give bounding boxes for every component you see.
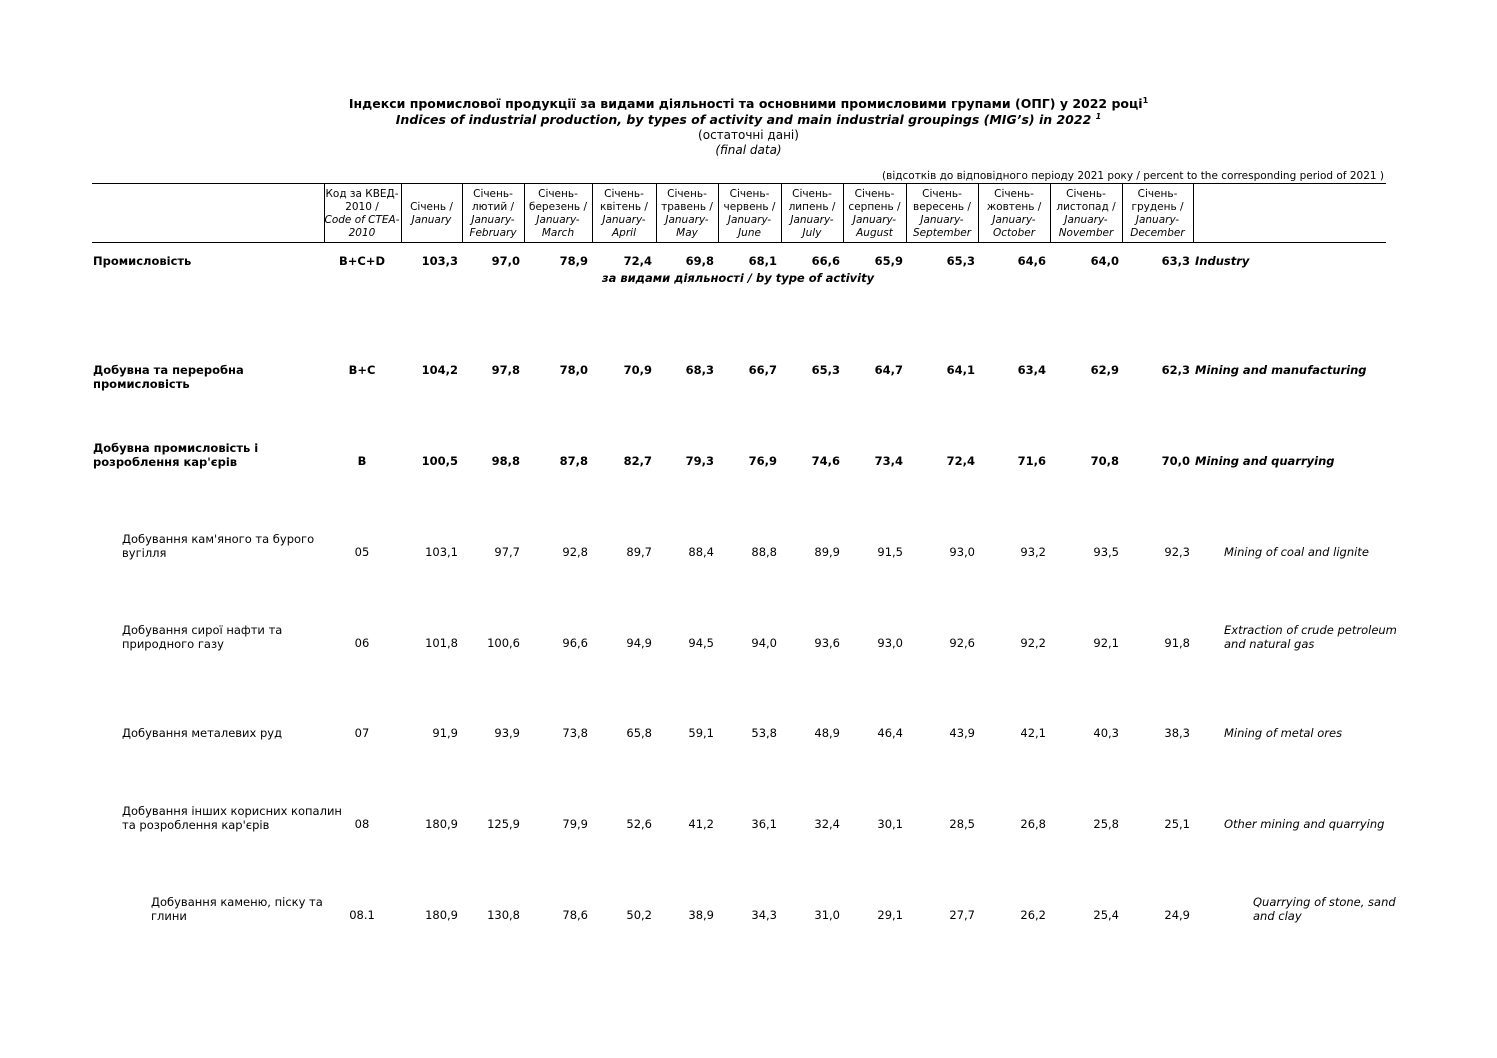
- row-value: 94,0: [751, 636, 777, 650]
- row-value: 36,1: [751, 817, 777, 831]
- header-period-en: January- July: [790, 214, 834, 239]
- row-label-en: Quarrying of stone, sand and clay: [1253, 895, 1396, 923]
- row-value: 26,2: [1020, 908, 1046, 922]
- row-value: 98,8: [491, 454, 520, 468]
- row-value: 89,9: [814, 545, 840, 559]
- row-label-en: Mining and manufacturing: [1195, 363, 1367, 377]
- header-code: [324, 186, 400, 242]
- row-value: 100,6: [487, 636, 520, 650]
- title-ua: Індекси промислової продукції за видами діяльності та основними промисловими групами (ОПГ) у 2022 році$^1$: [348, 96, 1149, 112]
- row-value: 41,2: [688, 817, 714, 831]
- row-value: 62,9: [1090, 363, 1119, 377]
- header-period: [906, 186, 978, 242]
- row-value: 78,6: [562, 908, 588, 922]
- row-label-en: Mining of metal ores: [1224, 726, 1343, 740]
- header-period: [592, 186, 656, 242]
- row-code: 05: [354, 545, 370, 559]
- row-value: 130,8: [487, 908, 520, 922]
- row-label-ua: Добувна промисловість і розроблення кар'єрів: [93, 441, 259, 469]
- row-value: 65,8: [626, 726, 652, 740]
- row-value: 27,7: [949, 908, 975, 922]
- row-code: 08: [354, 817, 370, 831]
- row-value: 48,9: [814, 726, 840, 740]
- row-value: 93,5: [1093, 545, 1119, 559]
- row-value: 97,0: [491, 254, 520, 268]
- row-label-ua: Добування сирої нафти та природного газу: [122, 623, 283, 651]
- header-period-en: January- March: [536, 214, 580, 239]
- row-value: 76,9: [748, 454, 777, 468]
- row-value: 94,5: [688, 636, 714, 650]
- row-label-ua: Промисловість: [93, 254, 192, 268]
- row-value: 64,6: [1017, 254, 1046, 268]
- row-value: 25,1: [1164, 817, 1190, 831]
- row-value: 65,3: [946, 254, 975, 268]
- header-period-ua: Січень- листопад /: [1056, 188, 1116, 213]
- row-value: 94,9: [626, 636, 652, 650]
- row-value: 38,9: [688, 908, 714, 922]
- row-value: 43,9: [949, 726, 975, 740]
- status-ua: (остаточні дані): [698, 128, 799, 142]
- row-value: 70,8: [1090, 454, 1119, 468]
- activity-subheading: за видами діяльності / by type of activity: [601, 271, 875, 285]
- header-period-en: January- December: [1130, 214, 1185, 239]
- row-value: 69,8: [685, 254, 714, 268]
- row-value: 89,7: [626, 545, 652, 559]
- row-value: 91,8: [1164, 636, 1190, 650]
- row-value: 24,9: [1164, 908, 1190, 922]
- row-value: 78,9: [559, 254, 588, 268]
- row-value: 73,4: [874, 454, 903, 468]
- row-value: 87,8: [559, 454, 588, 468]
- row-code: 07: [354, 726, 370, 740]
- header-period: [401, 186, 462, 242]
- header-period: [1122, 186, 1193, 242]
- header-code-en: Code of CTEA- 2010: [324, 214, 400, 239]
- row-value: 91,5: [877, 545, 903, 559]
- row-value: 65,9: [874, 254, 903, 268]
- row-value: 30,1: [877, 817, 903, 831]
- row-code: B: [357, 454, 367, 468]
- row-value: 93,6: [814, 636, 840, 650]
- row-label-en: Extraction of crude petroleum and natural gas: [1224, 623, 1397, 651]
- header-top-rule: [92, 183, 1386, 184]
- header-period-en: January- April: [602, 214, 646, 239]
- row-value: 70,0: [1161, 454, 1190, 468]
- header-column-rule: [1193, 184, 1194, 242]
- row-value: 64,1: [946, 363, 975, 377]
- row-value: 50,2: [626, 908, 652, 922]
- header-period-en: January- September: [912, 214, 972, 239]
- header-code-ua: Код за КВЕД- 2010 /: [325, 188, 399, 213]
- row-value: 79,9: [562, 817, 588, 831]
- row-value: 34,3: [751, 908, 777, 922]
- row-value: 70,9: [623, 363, 652, 377]
- row-value: 25,4: [1093, 908, 1119, 922]
- row-value: 66,7: [748, 363, 777, 377]
- row-value: 92,1: [1093, 636, 1119, 650]
- header-bottom-rule: [92, 242, 1386, 243]
- header-period-ua: Січень- березень /: [528, 188, 588, 213]
- row-value: 92,6: [949, 636, 975, 650]
- row-value: 59,1: [688, 726, 714, 740]
- header-period-en: January- May: [665, 214, 709, 239]
- row-label-en: Other mining and quarrying: [1224, 817, 1385, 831]
- row-value: 101,8: [425, 636, 458, 650]
- row-label-en: Mining of coal and lignite: [1224, 545, 1369, 559]
- header-period-ua: Січень- жовтень /: [986, 188, 1042, 213]
- header-period-ua: Січень- липень /: [788, 188, 836, 213]
- row-value: 72,4: [946, 454, 975, 468]
- header-period-ua: Січень- серпень /: [848, 188, 901, 213]
- row-value: 73,8: [562, 726, 588, 740]
- header-period-en: January: [411, 214, 452, 226]
- row-value: 82,7: [623, 454, 652, 468]
- row-label-ua: Добування металевих руд: [122, 726, 283, 740]
- row-value: 32,4: [814, 817, 840, 831]
- header-period-ua: Січень- квітень /: [600, 188, 648, 213]
- row-value: 68,1: [748, 254, 777, 268]
- row-value: 38,3: [1164, 726, 1190, 740]
- row-value: 62,3: [1161, 363, 1190, 377]
- row-value: 93,2: [1020, 545, 1046, 559]
- row-value: 65,3: [811, 363, 840, 377]
- header-period-ua: Січень- грудень /: [1131, 188, 1184, 213]
- row-value: 93,0: [949, 545, 975, 559]
- header-period: [462, 186, 524, 242]
- row-value: 64,0: [1090, 254, 1119, 268]
- row-value: 125,9: [487, 817, 520, 831]
- row-value: 88,8: [751, 545, 777, 559]
- header-period-en: January- November: [1058, 214, 1114, 239]
- row-value: 180,9: [425, 817, 458, 831]
- row-value: 91,9: [432, 726, 458, 740]
- row-value: 79,3: [685, 454, 714, 468]
- header-period: [718, 186, 781, 242]
- header-period-ua: Січень- вересень /: [913, 188, 971, 213]
- row-code: 08.1: [349, 908, 375, 922]
- header-period-en: January- August: [852, 214, 897, 239]
- units-note: (відсотків до відповідного періоду 2021 року / percent to the corresponding period of 2021 ): [882, 170, 1384, 182]
- row-value: 88,4: [688, 545, 714, 559]
- row-value: 63,4: [1017, 363, 1046, 377]
- row-value: 93,9: [494, 726, 520, 740]
- row-value: 93,0: [877, 636, 903, 650]
- row-label-ua: Добування кам'яного та бурого вугілля: [122, 532, 315, 560]
- header-period: [524, 186, 592, 242]
- status-en: (final data): [715, 143, 782, 157]
- header-period-ua: Січень- лютий /: [471, 188, 515, 213]
- row-value: 92,2: [1020, 636, 1046, 650]
- row-value: 31,0: [814, 908, 840, 922]
- header-period: [978, 186, 1050, 242]
- header-period-ua: Січень /: [410, 201, 453, 213]
- row-value: 25,8: [1093, 817, 1119, 831]
- row-code: 06: [354, 636, 370, 650]
- row-code: B+C: [348, 363, 376, 377]
- row-value: 40,3: [1093, 726, 1119, 740]
- header-period-ua: Січень- червень /: [723, 188, 776, 213]
- row-value: 180,9: [425, 908, 458, 922]
- row-value: 100,5: [421, 454, 458, 468]
- row-value: 64,7: [874, 363, 903, 377]
- row-value: 97,7: [494, 545, 520, 559]
- row-label-ua: Добування інших корисних копалин та розроблення кар'єрів: [122, 804, 342, 832]
- row-value: 74,6: [811, 454, 840, 468]
- header-period-en: January- February: [469, 214, 517, 239]
- header-period: [1050, 186, 1122, 242]
- row-value: 71,6: [1017, 454, 1046, 468]
- title-en: Indices of industrial production, by types of activity and main industrial groupings (MIG’s) in 2022 $^1$: [395, 112, 1102, 128]
- row-label-ua: Добувна та переробна промисловість: [93, 363, 244, 391]
- row-value: 26,8: [1020, 817, 1046, 831]
- header-period-ua: Січень- травень /: [661, 188, 713, 213]
- row-value: 72,4: [623, 254, 652, 268]
- row-value: 46,4: [877, 726, 903, 740]
- row-label-ua: Добування каменю, піску та глини: [151, 895, 323, 923]
- row-value: 92,8: [562, 545, 588, 559]
- row-value: 96,6: [562, 636, 588, 650]
- header-period-en: January- June: [727, 214, 772, 239]
- row-value: 103,3: [421, 254, 458, 268]
- row-value: 97,8: [491, 363, 520, 377]
- row-value: 103,1: [425, 545, 458, 559]
- header-period: [656, 186, 718, 242]
- row-value: 42,1: [1020, 726, 1046, 740]
- header-column-rule: [324, 184, 325, 242]
- header-period: [843, 186, 906, 242]
- row-value: 104,2: [421, 363, 458, 377]
- header-period: [781, 186, 843, 242]
- row-value: 66,6: [811, 254, 840, 268]
- row-value: 29,1: [877, 908, 903, 922]
- row-label-en: Mining and quarrying: [1195, 454, 1335, 468]
- row-value: 78,0: [559, 363, 588, 377]
- row-value: 52,6: [626, 817, 652, 831]
- header-period-en: January- October: [992, 214, 1036, 239]
- row-value: 53,8: [751, 726, 777, 740]
- row-value: 28,5: [949, 817, 975, 831]
- row-value: 92,3: [1164, 545, 1190, 559]
- row-label-en: Industry: [1195, 254, 1250, 268]
- row-value: 68,3: [685, 363, 714, 377]
- row-code: B+C+D: [338, 254, 386, 268]
- row-value: 63,3: [1161, 254, 1190, 268]
